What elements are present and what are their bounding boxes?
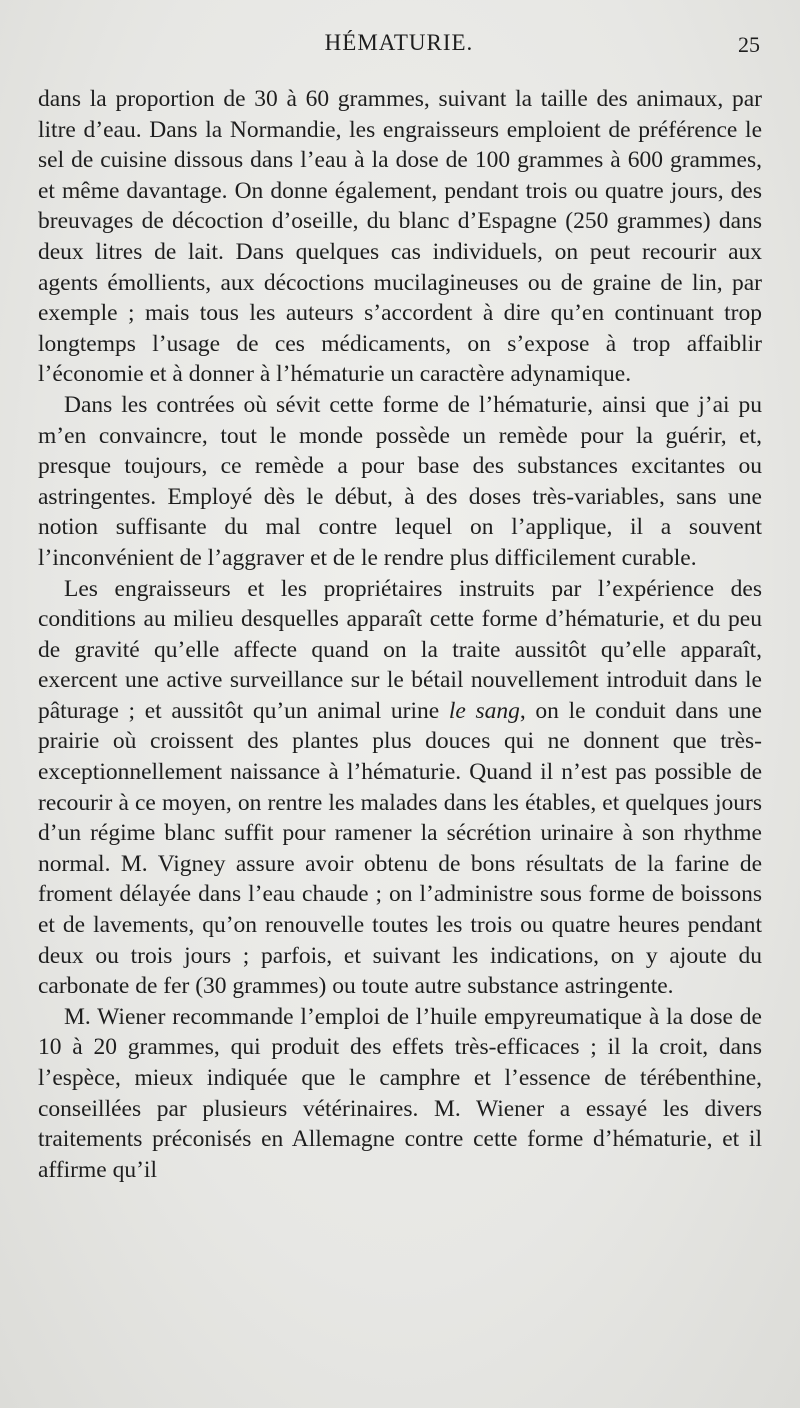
page-header [38,30,760,70]
body-text [38,84,762,1185]
paragraph-text: , on le conduit dans une prairie où croissent des plantes plus douces qui ne donnent que très-exceptionnellement naissance à l’hématurie. Quand il n’est pas possible de recourir à ce moyen, on rentre les malades dans les étables, et quelques jours d’un régime blanc suffit pour ramener la sécrétion urinaire à son rhythme normal. M. Vigney assure avoir obtenu de bons résultats de la farine de froment délayée dans l’eau chaude ; on l’administre sous forme de boissons et de lavements, qu’on renouvelle toutes les trois ou quatre heures pendant deux ou trois jours ; parfois, et suivant les indications, on y ajoute du carbonate de fer (30 grammes) ou toute autre substance astringente. [38,697,762,1000]
page-number: 25 [738,32,760,57]
paragraph-remedies: Dans les contrées où sévit cette forme de l’hématurie, ainsi que j’ai pu m’en convaincre, tout le monde possède un remède pour la guérir, et, presque toujours, ce remède a pour base des substances excitantes ou astringentes. Employé dès le début, à des doses très-variables, sans une notion suffisante du mal contre lequel on l’applique, il a souvent l’inconvénient de l’aggraver et de le rendre plus difficilement curable. [38,391,762,571]
paragraph-engraisseurs [38,574,762,1002]
running-title: HÉMATURIE. [324,30,474,55]
paragraph-text: Les engraisseurs et les propriétaires instruits par l’expérience des conditions au milieu desquelles apparaît cette forme d’hématurie, et du peu de gravité qu’elle affecte quand on la traite aussitôt qu’elle apparaît, exercent une active surveillance sur le bétail nouvellement introduit dans le pâturage ; et aussitôt qu’un animal urine [38,575,762,724]
paragraph-wiener: M. Wiener recommande l’emploi de l’huile empyreumatique à la dose de 10 à 20 grammes, qui produit des effets très-efficaces ; il la croit, dans l’espèce, mieux indiquée que le camphre et l’essence de térébenthine, conseillées par plusieurs vétérinaires. M. Wiener a essayé les divers traitements préconisés en Allemagne contre cette forme d’hématurie, et il affirme qu’il [38,1003,762,1183]
paragraph-continued: dans la proportion de 30 à 60 grammes, suivant la taille des animaux, par litre d’eau. Dans la Normandie, les engraisseurs emploient de préférence le sel de cuisine dissous dans l’eau à la dose de 100 grammes à 600 grammes, et même davantage. On donne également, pendant trois ou quatre jours, des breuvages de décoction d’oseille, du blanc d’Espagne (250 grammes) dans deux litres de lait. Dans quelques cas individuels, on peut recourir aux agents émollients, aux décoctions mucilagineuses ou de graine de lin, par exemple ; mais tous les auteurs s’accordent à dire qu’en continuant trop longtemps l’usage de ces médicaments, on s’expose à trop affaiblir l’économie et à donner à l’hématurie un caractère adynamique. [38,86,762,388]
italic-phrase: le sang [448,697,520,724]
